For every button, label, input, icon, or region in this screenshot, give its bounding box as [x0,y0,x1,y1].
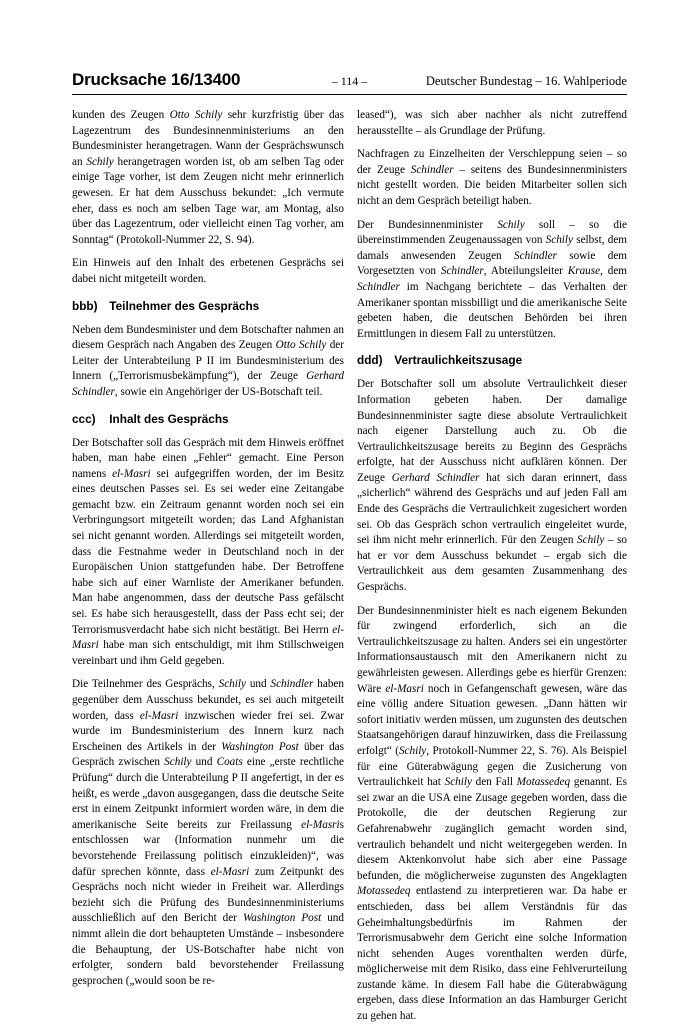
italic-name: el-Masri [301,818,340,831]
text-run: Der Botschafter soll das Gespräch mit dem Hinweis eröffnet haben, man habe einen „Fehler“ gemacht. Eine Person namens [72,436,344,480]
left-column [72,108,344,997]
paragraph [72,323,344,401]
text-run: haben gegenüber dem Ausschuss bekundet, es sei auch mitgeteilt worden, dass [72,678,344,722]
text-run: den Fall [471,776,517,789]
italic-name: Schindler [440,265,484,278]
italic-name: el-Masri [112,467,151,480]
text-run: hat sich daran erinnert, dass „sicherlich“ während des Gesprächs und auf jeden Fall am Ende des Gesprächs die Vertraulichkeit zugesichert worden sei. Ob das Gespräch schon vertraulich eingeleitet wurde, sei ihm nicht mehr erinnerlich. Für den Zeugen [357,471,628,547]
text-run: Nachfragen zu Einzelheiten der Verschleppung seien – so der Zeuge [357,148,627,176]
italic-name: Otto Schily [275,339,327,352]
text-run: sei aufgegriffen worden, der im Besitz eines deutschen Passes sei. Es sei weder eine Zeitangabe gemacht bzw. ein Zeitraum genannt worden noch sei ein Verbringungsort mitgeteilt worden; das Land Afghanistan sei nicht genannt worden. Allerdings sei mitgeteilt worden, dass die Festnahme weder in Deutschland noch in der Europäischen Union stattgefunden habe. Der Betroffene habe sich auf einer Warnliste der Amerikaner befunden. Man habe angenommen, dass der deutsche Pass gefälscht sei. Es habe sich herausgestellt, dass der Pass echt sei; der Terrorismusverdacht habe sich nicht bestätigt. Bei Herrn [72,467,344,636]
text-run: sowie dem Vorgesetzten von [357,249,627,278]
italic-name: el-Masri [385,682,424,695]
text-run: und [245,678,271,691]
text-run: soll – so die übereinstimmenden Zeugenaussagen von [357,218,627,247]
italic-name: Schindler [357,280,400,293]
italic-name: Schindler [270,678,314,691]
italic-name: Schily [444,776,472,789]
text-run: , Abteilungsleiter [483,265,568,278]
italic-name: el-Masri [210,865,250,878]
text-run: – so hat er vor dem Ausschuss bekundet – ergab sich die Vertraulichkeit aus dem gesamten Zusammenhang des Gesprächs. [357,534,628,594]
text-run: – seitens des Bundesinnenministers nicht gestellt worden. Die beiden Mitarbeiter sollen sich nicht an dem Gespräch beteiligt haben. [357,163,627,207]
text-run: der Leiter der Unterabteilung P II im Bundesministerium des Innern („Terrorismusbekämpfung“), der Zeuge [72,339,344,383]
italic-name: Otto Schily [169,109,223,121]
text-run: herangetragen worden ist, ob am selben Tag oder einige Tage vorher, ist dem Zeugen nicht mehr erinnerlich gewesen. Er hat dem Ausschuss bekundet: „Ich vermute eher, dass es noch am selben Tage war, am Montag, also über das Lagezentrum, oder vielleicht einen Tag vorher, am Sonntag“ (Protokoll-Nummer 22, S. 94). [72,155,345,246]
section-title: Inhalt des Gesprächs [109,411,229,426]
paragraph [72,256,344,287]
page-header [72,70,627,92]
section-label: bbb) [72,298,98,313]
text-run: Der Bundesinnenminister hielt es nach eigenem Bekunden für zwingend erforderlich, sich an die Vertraulichkeitszusage zu halten. Anders sei ein ungestörter Informationsaustausch mit den Amerikanern nicht zu gewährleisten gewesen. Allerdings gebe es hierfür Grenzen: Wäre [357,604,627,695]
italic-name: Schindler [410,163,454,176]
section-title: Vertraulichkeitszusage [394,353,523,368]
paragraph [357,377,627,595]
italic-name: Washington Post [242,912,322,925]
text-run: noch in Gefangenschaft gewesen, wäre das eine völlig andere Situation gewesen. „Dann hätten wir sofort initiativ werden müssen, um zugunsten des deutschen Staatsangehörigen darauf hinzuwirken, dass die Freilassung erfolgt“ ( [357,682,627,757]
italic-name: Schily [398,744,427,757]
section-label: ccc) [72,411,96,426]
text-run: und nimmt allein die dort behaupteten Umstände – insbesondere die Behauptung, der US-Botschafter habe nicht von erfolgter, sondern bald bevorstehender Freilassung gesprochen („would soon be re- [72,912,344,987]
italic-name: Motassedeq [357,885,411,898]
text-run: Der Botschafter soll um absolute Vertraulichkeit dieser Information gebeten haben. Der damalige Bundesinnenminister sagte diese absolute Vertraulichkeit nach eigener Darstellung auch zu. Ob die Vertraulichkeitszusage bereits zu Beginn des Gesprächs erfolgte, hat der Ausschuss nicht aufklären können. Der Zeuge [357,378,627,484]
paragraph [357,604,627,1025]
italic-name: el-Masri [72,623,344,652]
doc-label: Drucksache 16/ [72,70,194,89]
text-run: Neben dem Bundesminister und dem Botschafter nahmen an diesem Gespräch nach Angaben des Zeugen [72,323,344,352]
text-run: Der Bundesinnenminister [357,218,498,231]
text-run: sehr kurzfristig über das Lagezentrum des Bundesinnenministeriums an den Bundesminister herangetragen. Wann der Gesprächswunsch an [72,109,344,168]
paragraph [72,436,344,670]
paragraph [357,218,627,343]
text-run: genannt. Es sei zwar an die USA eine Zusage gegeben worden, dass die Protokolle, die der deutschen Regierung zur Gefahrenabwehr zugänglich gemacht worden sind, vertraulich behandelt und nicht weitergegeben werden. In diesem Aktenkonvolut habe sich aber eine Passage befunden, die möglicherweise zugunsten des Angeklagten [357,776,627,882]
text-run: , sowie ein Angehöriger der US-Botschaft teil. [114,385,323,398]
italic-name: Schily [545,234,573,247]
italic-name: Washington Post [221,740,299,753]
text-run: habe man sich entschuldigt, mit ihm Stillschweigen vereinbart und ihm Geld gegeben. [72,639,344,667]
section-heading [72,299,344,314]
italic-name: Schily [218,678,246,691]
text-run: Ein Hinweis auf den Inhalt des erbetenen Gesprächs sei dabei nicht mitgeteilt worden. [72,257,344,285]
header-rule [72,94,627,95]
text-run: im Nachgang berichtete – das Verhalten der Amerikaner spontan missbilligt und die amerikanische Seite gebeten haben, die deutschen Behörden bei ihren Ermittlungen in diesem Fall zu unterstützen. [357,280,627,340]
italic-name: Gerhard Schindler [72,370,344,398]
publisher: Deutscher Bundestag – 16. Wahlperiode [425,74,627,88]
italic-name: el-Masri [139,709,179,722]
text-run: über das Gespräch zwischen [72,740,344,769]
text-run: selbst, dem damals anwesenden Zeugen [357,234,627,262]
section-heading [72,412,344,427]
right-column [357,108,627,1033]
section-label: ddd) [357,353,383,368]
paragraph [72,677,344,989]
text-run: , Protokoll-Nummer 22, S. 76). Als Beispiel für eine Güterabwägung gegen die Zusicherung von Vertraulichkeit hat [357,744,627,789]
italic-name: Motassedeq [516,776,571,789]
italic-name: Coats [216,756,243,769]
italic-name: Schily [497,218,525,231]
text-run: s entschlossen war (Information nunmehr um die bevorstehende Freilassung politisch einzukleiden)“, was dafür sprechen könnte, dass [72,818,344,878]
italic-name: Gerhard Schindler [391,471,480,484]
italic-name: Schily [164,756,192,769]
text-run: , dem [600,265,627,278]
italic-name: Krause [567,265,601,278]
text-run: inzwischen wieder frei sei. Zwar wurde im Bundesministerium des Innern kurz nach Erscheinen des Artikels in der [72,709,344,753]
text-run: Die Teilnehmer des Gesprächs, [72,678,219,691]
text-run: und [191,756,217,769]
section-heading [357,353,627,368]
paragraph [357,147,627,209]
italic-name: Schily [577,534,605,547]
paragraph [357,108,627,139]
text-run: kunden des Zeugen [72,109,170,121]
italic-name: Schindler [514,249,557,262]
text-run: zum Zeitpunkt des Gesprächs noch nicht wieder in Freiheit war. Allerdings bezieht sich die Prüfung des Bundesinnenministeriums ausschließlich auf den Bericht der [72,865,344,925]
page-number: – 114 – [331,74,368,88]
italic-name: Schily [86,155,114,168]
doc-number: 13400 [193,70,241,89]
section-title: Teilnehmer des Gesprächs [109,298,260,313]
paragraph [72,108,344,248]
text-run: leased“), was sich aber nachher als nicht zutreffend herausstellte – als Grundlage der Prüfung. [357,109,627,137]
text-run: eine „erste rechtliche Prüfung“ durch die Unterabteilung P II angefertigt, in der es heißt, es werde „davon ausgegangen, dass die deutsche Seite erst in einem Zeitpunkt informiert worden wäre, in dem die amerikanische Seite bereits zur Freilassung [72,756,345,831]
text-run: entlastend zu interpretieren war. Da habe er entschieden, dass bei allem Verständnis für das Geheimhaltungsbedürfnis im Rahmen der Terrorismusabwehr dem Gericht eine solche Information nicht sehenden Auges vorenthalten werden dürfe, möglicherweise mit dem Risiko, dass eine Fehlverurteilung zustande käme. In diesem Fall habe die Güterabwägung ergeben, dass diese Information an das Hamburger Gericht zu gehen hat. [357,885,627,1023]
